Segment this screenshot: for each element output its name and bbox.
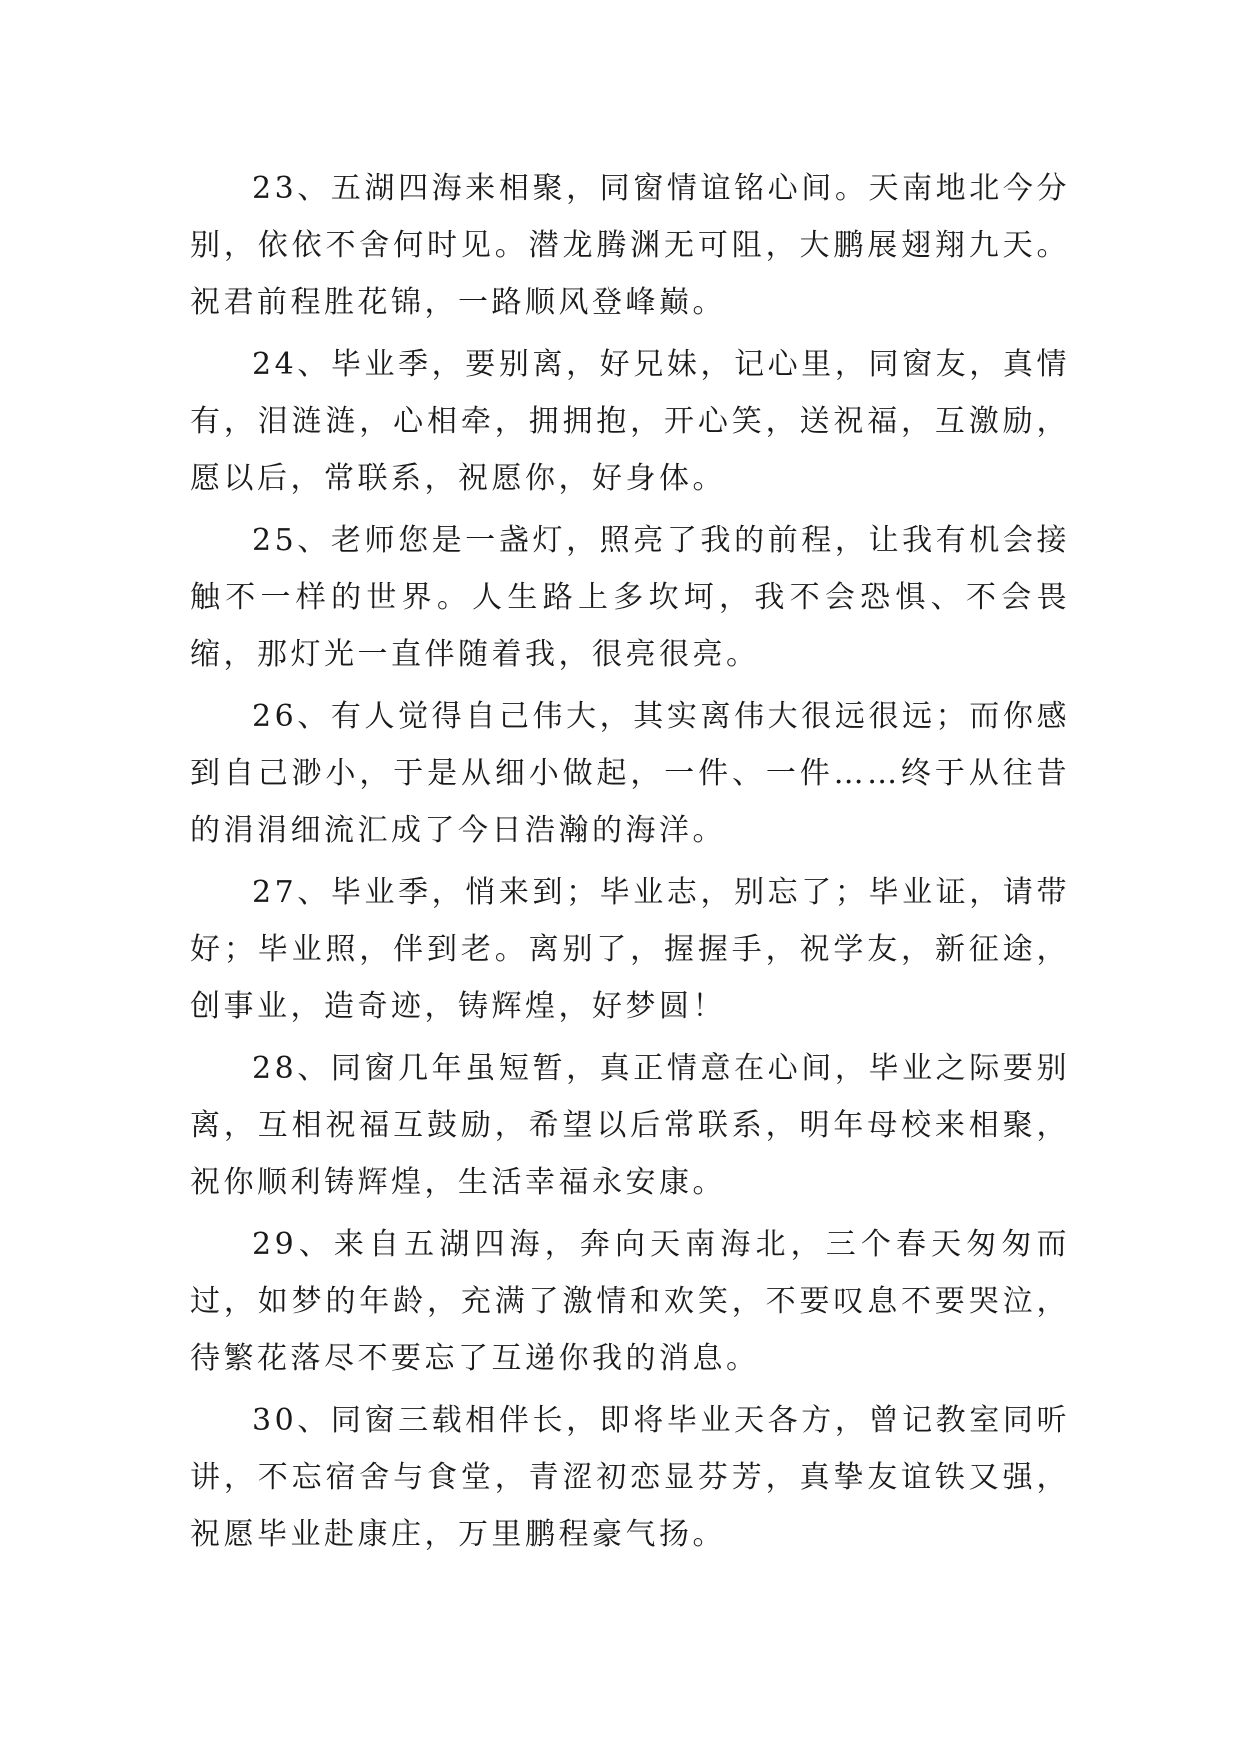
document-body (190, 160, 1070, 1568)
paragraph-26: 26、有人觉得自己伟大，其实离伟大很远很远；而你感到自己渺小，于是从细小做起，一件、一件……终于从往昔的涓涓细流汇成了今日浩瀚的海洋。 (190, 699, 1070, 848)
paragraph-23: 23、五湖四海来相聚，同窗情谊铭心间。天南地北今分别，依依不舍何时见。潜龙腾渊无可阻，大鹏展翅翔九天。祝君前程胜花锦，一路顺风登峰巅。 (190, 171, 1070, 320)
paragraph-28: 28、同窗几年虽短暂，真正情意在心间，毕业之际要别离，互相祝福互鼓励，希望以后常联系，明年母校来相聚，祝你顺利铸辉煌，生活幸福永安康。 (190, 1051, 1070, 1200)
paragraph-29: 29、来自五湖四海，奔向天南海北，三个春天匆匆而过，如梦的年龄，充满了激情和欢笑，不要叹息不要哭泣，待繁花落尽不要忘了互递你我的消息。 (190, 1227, 1070, 1376)
paragraph-30: 30、同窗三载相伴长，即将毕业天各方，曾记教室同听讲，不忘宿舍与食堂，青涩初恋显芬芳，真挚友谊铁又强，祝愿毕业赴康庄，万里鹏程豪气扬。 (190, 1403, 1070, 1552)
paragraph-24: 24、毕业季，要别离，好兄妹，记心里，同窗友，真情有，泪涟涟，心相牵，拥拥抱，开心笑，送祝福，互激励，愿以后，常联系，祝愿你，好身体。 (190, 347, 1070, 496)
paragraph-25: 25、老师您是一盏灯，照亮了我的前程，让我有机会接触不一样的世界。人生路上多坎坷，我不会恐惧、不会畏缩，那灯光一直伴随着我，很亮很亮。 (190, 523, 1070, 672)
paragraph-27: 27、毕业季，悄来到；毕业志，别忘了；毕业证，请带好；毕业照，伴到老。离别了，握握手，祝学友，新征途，创事业，造奇迹，铸辉煌，好梦圆！ (190, 875, 1070, 1024)
